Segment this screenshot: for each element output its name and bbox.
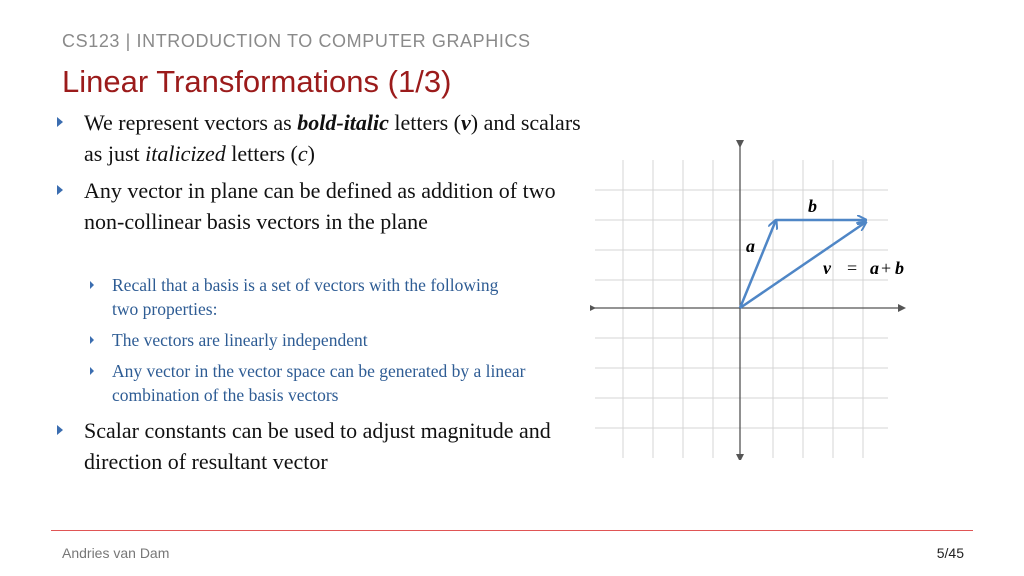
bold-italic-term: bold-italic — [297, 110, 389, 135]
label-a2: a — [870, 258, 879, 278]
vector-addition-diagram — [590, 140, 910, 460]
subbullet-arrow-icon — [90, 281, 94, 289]
course-header: CS123 | INTRODUCTION TO COMPUTER GRAPHICS — [62, 31, 531, 51]
vector-symbol: v — [461, 110, 471, 135]
subbullet-linearly-independent — [112, 328, 572, 352]
bullet-text: Scalar constants can be used to adjust magnitude and direction of resultant vector — [84, 418, 551, 474]
label-b: b — [808, 196, 817, 216]
bullet-scalar-constants — [84, 415, 584, 477]
label-a: a — [746, 236, 755, 256]
subbullet-basis-definition — [112, 273, 512, 321]
bullet-arrow-icon — [57, 185, 63, 195]
label-b2: b — [895, 258, 904, 278]
footer-divider — [51, 530, 973, 531]
slide-title: Linear Transformations (1/3) — [62, 64, 452, 99]
italic-term: italicized — [145, 141, 226, 166]
subbullet-text: The vectors are linearly independent — [112, 330, 368, 350]
label-eq: = — [847, 258, 858, 278]
label-plus: + — [881, 258, 892, 278]
bullet-text: letters ( — [225, 141, 298, 166]
label-v: v — [823, 258, 831, 278]
footer-author: Andries van Dam — [62, 545, 170, 561]
bullet-arrow-icon — [57, 425, 63, 435]
subbullet-text: Recall that a basis is a set of vectors with the following two properties: — [112, 275, 499, 319]
bullet-vectors-notation — [84, 107, 584, 169]
subbullet-linear-combination — [112, 359, 567, 407]
page-number: 5/45 — [936, 545, 964, 561]
scalar-symbol: c — [297, 141, 308, 166]
subbullet-arrow-icon — [90, 367, 94, 375]
bullet-text: ) and scalars as just — [84, 110, 581, 166]
bullet-basis-vectors — [84, 175, 564, 237]
subbullet-text: Any vector in the vector space can be generated by a linear combination of the basis vectors — [112, 361, 526, 405]
bullet-text: We represent vectors as — [84, 110, 298, 135]
bullet-text: ) — [307, 141, 315, 166]
bullet-text: Any vector in plane can be defined as addition of two non-collinear basis vectors in the plane — [84, 178, 556, 234]
bullet-arrow-icon — [57, 117, 63, 127]
bullet-text: letters ( — [388, 110, 461, 135]
axes — [592, 144, 902, 458]
subbullet-arrow-icon — [90, 336, 94, 344]
grid — [595, 160, 888, 458]
